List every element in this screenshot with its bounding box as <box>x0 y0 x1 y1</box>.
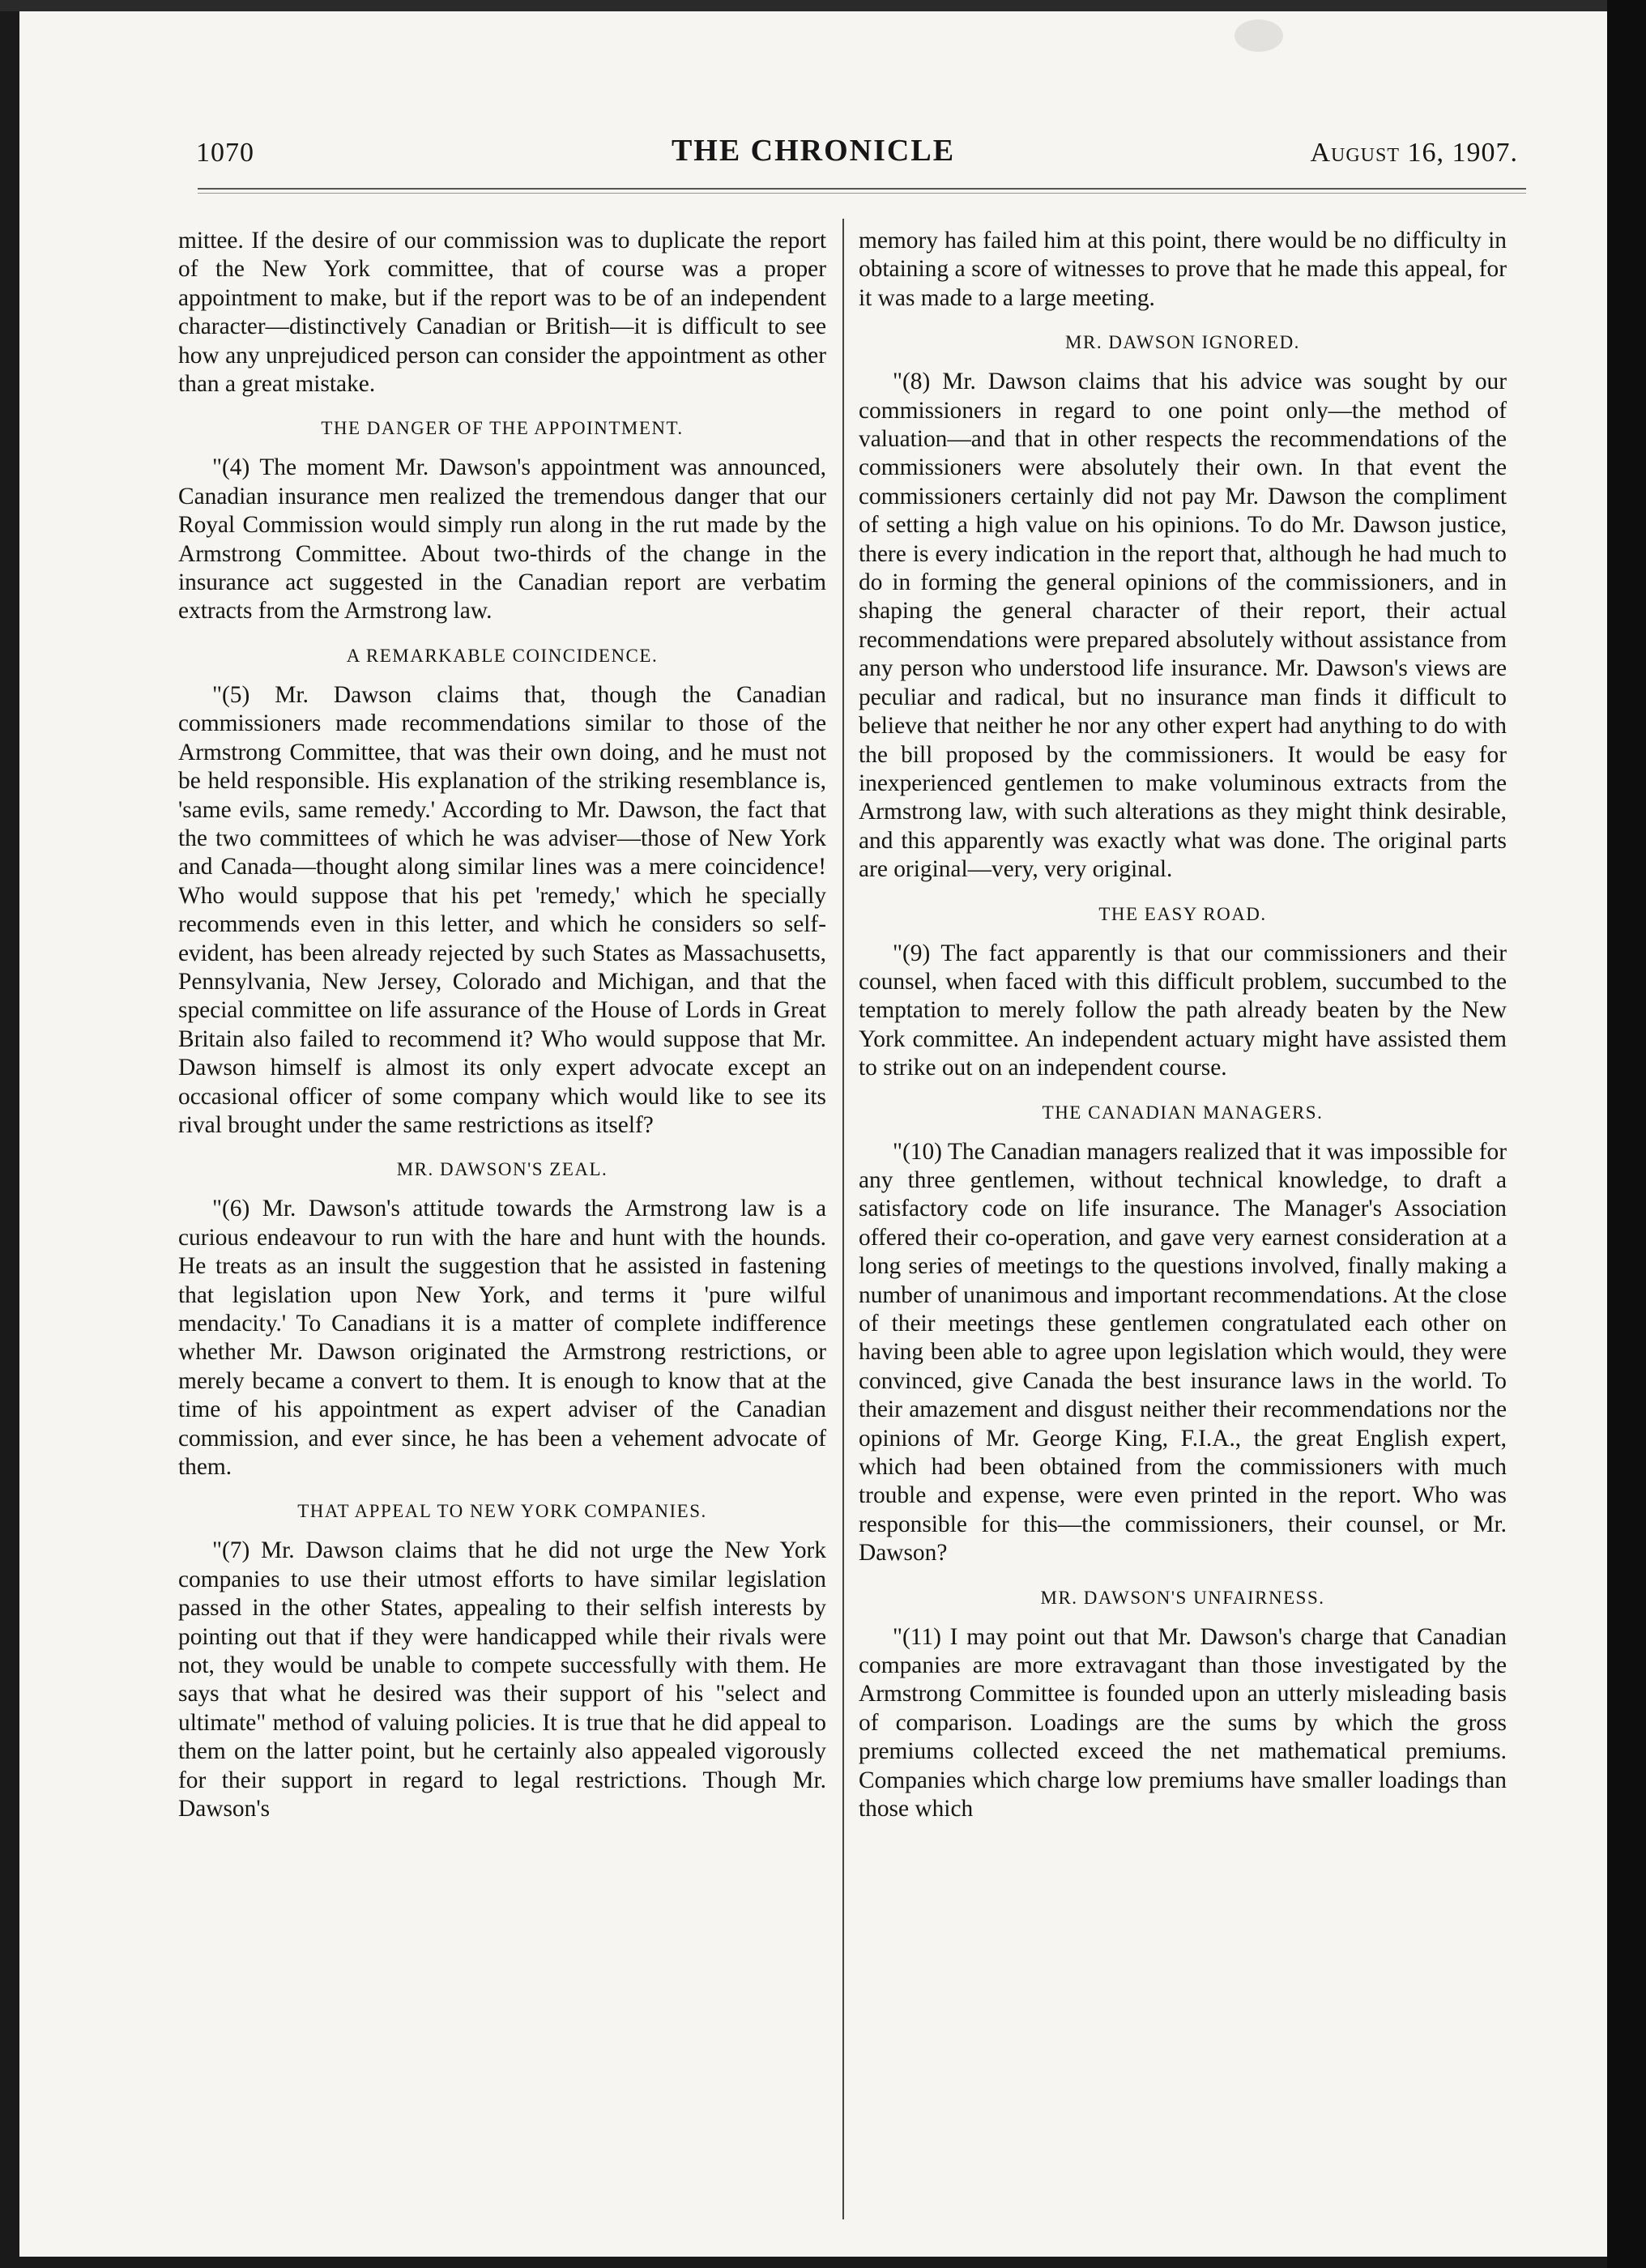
paragraph-6: "(6) Mr. Dawson's attitude towards the Armstrong law is a curious endeavour to run with the hare and hunt with the hounds. He treats as an insult the suggestion that he assisted in fastening that legislation upon New York, and terms it 'pure wilful mendacity.' To Canadians it is a matter of complete indifference whether Mr. Dawson originated the Armstrong restrictions, or merely became a convert to them. It is enough to know that at the time of his appointment as expert adviser of the Canadian commission, and ever since, he has been a vehement advocate of them. <box>178 1196 826 1481</box>
paragraph-9: "(9) The fact apparently is that our commissioners and their counsel, when faced with this difficult problem, succumbed to the temptation to merely follow the path already beaten by the New York committee. An independent actuary might have assisted them to strike out on an independent course. <box>859 940 1507 1081</box>
paragraph-8: "(8) Mr. Dawson claims that his advice was sought by our commissioners in regard to one point only—the method of valuation—and that in other respects the recommendations of the commissioners were absolutely their own. In that event the commissioners certainly did not pay Mr. Dawson the compliment of setting a high value on his opinions. To do Mr. Dawson justice, there is every indication in the report that, although he had much to do in forming the general opinions of the commissioners, and in shaping the general character of their report, their actual recommendations were prepared absolutely without assistance from any person who understood life insurance. Mr. Dawson's views are peculiar and radical, but no insurance man finds it difficult to believe that neither he nor any other expert had anything to do with the bill proposed by the commissioners. It would be easy for inexperienced gentlemen to make voluminous extracts from the Armstrong law, with such alterations as they might think desirable, and this apparently was exactly what was done. The original parts are original—very, very original. <box>859 369 1507 883</box>
heading-dawsons-zeal: MR. DAWSON'S ZEAL. <box>396 1159 608 1180</box>
header-rule <box>198 188 1526 190</box>
heading-danger-of-appointment: THE DANGER OF THE APPOINTMENT. <box>321 418 684 439</box>
journal-title: THE CHRONICLE <box>671 134 956 168</box>
heading-easy-road: THE EASY ROAD. <box>1098 903 1267 924</box>
heading-dawson-ignored: MR. DAWSON IGNORED. <box>1065 332 1300 353</box>
scan-right-border <box>1607 0 1646 2268</box>
paragraph-10: "(10) The Canadian managers realized that it was impossible for any three gentlemen, without technical knowledge, to draft a satisfactory code on life insurance. The Manager's Association offered their co-operation, and gave very earnest consideration at a long series of meetings to the questions involved, finally making a number of unanimous and important recommendations. At the close of their meetings these gentlemen congratulated each other on having been able to agree upon legislation which would, they were convinced, give Canada the best insurance laws in the world. To their amazement and disgust neither their recommendations nor the opinions of Mr. George King, F.I.A., the great English expert, which had been obtained from the commissioners with much trouble and expense, were even printed in the report. Who was responsible for this—the commissioners, their counsel, or Mr. Dawson? <box>859 1138 1507 1567</box>
page-header <box>19 133 1607 181</box>
header-rule-thin <box>198 193 1526 194</box>
column-divider <box>842 219 844 2219</box>
scan-smudge <box>1234 19 1283 52</box>
paragraph-4: "(4) The moment Mr. Dawson's appointment was announced, Canadian insurance men realized the tremendous danger that our Royal Commission would simply run along in the rut made by the Armstrong Committee. About two-thirds of the change in the insurance act suggested in the Canadian report are verbatim extracts from the Armstrong law. <box>178 454 826 625</box>
issue-date: August 16, 1907. <box>1310 138 1518 168</box>
right-opening-paragraph: memory has failed him at this point, there would be no difficulty in obtaining a score of witnesses to prove that he made this appeal, for it was made to a large meeting. <box>859 228 1507 311</box>
page-number: 1070 <box>196 138 254 168</box>
scan-top-border <box>0 0 1646 11</box>
paragraph-5: "(5) Mr. Dawson claims that, though the Canadian commissioners made recommendations similar to those of the Armstrong Committee, that was their own doing, and he must not be held responsible. His explanation of the striking resemblance is, 'same evils, same remedy.' According to Mr. Dawson, the fact that the two committees of which he was adviser—those of New York and Canada—thought along similar lines was a mere coincidence! Who would suppose that his pet 'remedy,' which he specially recommends even in this letter, and which he considers so self-evident, has been already rejected by such States as Massachusetts, Pennsylvania, New Jersey, Colorado and Michigan, and that the special committee on life assurance of the House of Lords in Great Britain also failed to recommend it? Who would suppose that Mr. Dawson himself is almost its only expert advocate except an occasional officer of some company which would like to see its rival brought under the same restrictions as itself? <box>178 681 826 1138</box>
newspaper-page <box>19 11 1607 2257</box>
left-column <box>178 227 826 1824</box>
paragraph-7: "(7) Mr. Dawson claims that he did not urge the New York companies to use their utmost efforts to have similar legislation passed in the other States, appealing to their selfish interests by pointing out that if they were handicapped while their rivals were not, they would be unable to compete successfully with them. He says that what he desired was their support of his "select and ultimate" method of valuing policies. It is true that he did appeal to them on the latter point, but he certainly also appealed vigorously for their support in regard to legal restrictions. Though Mr. Dawson's <box>178 1537 826 1823</box>
right-column <box>859 227 1507 1824</box>
heading-dawsons-unfairness: MR. DAWSON'S UNFAIRNESS. <box>1040 1587 1325 1608</box>
paragraph-11: "(11) I may point out that Mr. Dawson's charge that Canadian companies are more extravagant than those investigated by the Armstrong Committee is founded upon an utterly misleading basis of comparison. Loadings are the sums by which the gross premiums collected exceed the net mathematical premiums. Companies which charge low premiums have smaller loadings than those which <box>859 1623 1507 1823</box>
heading-appeal-to-new-york: THAT APPEAL TO NEW YORK COMPANIES. <box>297 1501 707 1522</box>
heading-remarkable-coincidence: A REMARKABLE COINCIDENCE. <box>346 645 659 666</box>
heading-canadian-managers: THE CANADIAN MANAGERS. <box>1042 1102 1324 1123</box>
left-opening-paragraph: mittee. If the desire of our commission was to duplicate the report of the New York committee, that of course was a proper appointment to make, but if the report was to be of an independent character—distinctively Canadian or British—it is difficult to see how any unprejudiced person can consider the appointment as other than a great mistake. <box>178 228 826 398</box>
